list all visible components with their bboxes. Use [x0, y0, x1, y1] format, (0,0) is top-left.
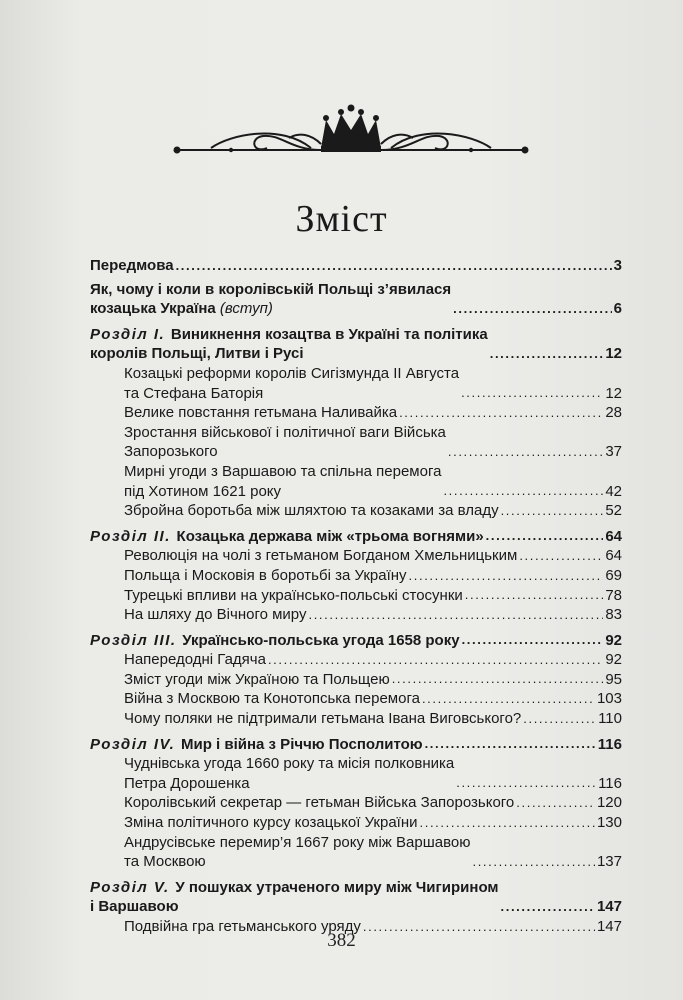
leader-dots — [501, 900, 595, 914]
toc-page-number: 42 — [605, 482, 622, 500]
toc-page-number: 116 — [597, 735, 622, 753]
toc-entry — [124, 709, 622, 729]
toc-entry-title: Розділ ІІІ. Українсько-польська угода 1658 року — [90, 631, 460, 649]
leader-dots — [420, 816, 595, 830]
toc-entry-title: Турецькі впливи на українсько-польські стосунки — [124, 586, 463, 604]
toc-entry — [124, 364, 622, 403]
toc-entry-title: Розділ ІІ. Козацька держава між «трьома вогнями» — [90, 527, 484, 545]
table-of-contents — [90, 256, 622, 937]
toc-page-number: 69 — [605, 566, 622, 584]
toc-page-number: 137 — [596, 853, 622, 871]
toc-entry-title: Зростання військової і політичної ваги Війська — [124, 423, 446, 441]
toc-entry-title: Збройна боротьба між шляхтою та козаками за владу — [124, 502, 499, 520]
leader-dots — [443, 484, 603, 498]
toc-page-number: 116 — [598, 774, 622, 792]
leader-dots — [516, 796, 595, 810]
toc-entry-title: Чуднівська угода 1660 року та місія полковника — [124, 755, 455, 773]
toc-entry-title: Велике повстання гетьмана Наливайка — [124, 404, 398, 422]
leader-dots — [523, 712, 596, 726]
leader-dots — [465, 588, 604, 602]
toc-entry-title: Революція на чолі з гетьманом Богданом Хмельницьким — [124, 547, 518, 565]
leader-dots — [486, 529, 604, 543]
leader-dots — [461, 386, 603, 400]
toc-page-number: 12 — [605, 384, 622, 402]
chapter-number: Розділ ІІІ. — [90, 631, 183, 649]
toc-page-number: 92 — [605, 631, 622, 649]
toc-entry — [124, 754, 622, 793]
toc-entry — [90, 735, 622, 755]
toc-page-number: 3 — [613, 257, 622, 274]
toc-page-number: 12 — [605, 345, 622, 363]
leader-dots — [409, 569, 604, 583]
toc-page-number: 78 — [605, 586, 622, 604]
toc-entry-title: козацька Україна (вступ) — [90, 300, 273, 318]
chapter-number: Розділ V. — [90, 878, 176, 896]
toc-entry-title: Запорозького — [124, 443, 218, 461]
toc-entry-title: Польща і Московія в боротьбі за Україну — [124, 566, 407, 584]
toc-entry — [124, 423, 622, 462]
toc-page-number: 6 — [613, 300, 622, 318]
page-number: 382 — [327, 930, 356, 951]
toc-entry-title: Подвійна гра гетьманського уряду — [124, 918, 361, 935]
leader-dots — [422, 692, 595, 706]
chapter-number: Розділ IV. — [90, 735, 181, 753]
toc-entry — [124, 605, 622, 625]
toc-page-number: 103 — [596, 690, 622, 708]
page-title: Зміст — [295, 198, 388, 240]
toc-entry-title: і Варшавою — [90, 898, 179, 916]
toc-entry — [124, 670, 622, 690]
toc-page-number: 28 — [605, 404, 622, 422]
leader-dots — [425, 737, 596, 751]
leader-dots — [501, 504, 604, 518]
toc-entry — [124, 813, 622, 833]
toc-page-number: 110 — [598, 710, 622, 728]
toc-page-number: 92 — [605, 651, 622, 669]
toc-entry-title: Зміна політичного курсу козацької України — [124, 814, 418, 832]
leader-dots — [490, 347, 604, 361]
toc-page-number: 83 — [605, 606, 622, 624]
leader-dots — [176, 259, 612, 273]
toc-entry-title: Напередодні Гадяча — [124, 651, 266, 669]
leader-dots — [308, 608, 603, 622]
toc-entry-title: Розділ IV. Мир і війна з Річчю Посполитою — [90, 735, 423, 753]
leader-dots — [462, 633, 604, 647]
toc-entry-title: Андрусівське перемир’я 1667 року між Варшавою — [124, 833, 471, 851]
toc-entry-title: та Москвою — [124, 853, 206, 871]
leader-dots — [519, 549, 603, 563]
toc-entry — [124, 650, 622, 670]
leader-dots — [456, 776, 596, 790]
toc-entry — [124, 833, 622, 872]
toc-entry-title: Передмова — [90, 257, 174, 274]
toc-entry-title: Петра Дорошенка — [124, 774, 250, 792]
toc-entry — [90, 280, 622, 319]
toc-entry-title: королів Польщі, Литви і Русі — [90, 345, 304, 363]
toc-page-number: 147 — [596, 898, 622, 916]
toc-page-number: 64 — [605, 527, 622, 545]
toc-entry-title: Чому поляки не підтримали гетьмана Івана Виговського? — [124, 710, 522, 728]
toc-entry-title: під Хотином 1621 року — [124, 482, 282, 500]
toc-page-number: 37 — [605, 443, 622, 461]
toc-entry — [124, 566, 622, 586]
leader-dots — [448, 445, 603, 459]
toc-page-number: 52 — [605, 502, 622, 520]
toc-page-number: 95 — [605, 670, 622, 688]
toc-entry — [124, 403, 622, 423]
toc-entry-title: Розділ І. Виникнення козацтва в Україні та політика — [90, 325, 488, 343]
toc-entry — [90, 631, 622, 651]
toc-page-number: 147 — [596, 918, 622, 935]
toc-entry-title: На шляху до Вічного миру — [124, 606, 307, 624]
chapter-number: Розділ ІІ. — [90, 527, 177, 545]
toc-entry-title: та Стефана Баторія — [124, 384, 264, 402]
toc-entry-title: Зміст угоди між Україною та Польщею — [124, 670, 390, 688]
toc-entry — [124, 793, 622, 813]
toc-entry — [124, 689, 622, 709]
leader-dots — [453, 302, 612, 316]
leader-dots — [472, 855, 595, 869]
leader-dots — [392, 672, 604, 686]
toc-entry-title: Розділ V. У пошуках утраченого миру між Чигирином — [90, 878, 499, 896]
toc-entry-suffix: (вступ) — [215, 300, 273, 318]
toc-entry-title: Мирні угоди з Варшавою та спільна перемога — [124, 462, 442, 480]
toc-entry — [124, 546, 622, 566]
toc-entry — [124, 586, 622, 606]
toc-page-number: 120 — [596, 794, 622, 812]
toc-entry-title: Королівський секретар — гетьман Війська Запорозького — [124, 794, 515, 812]
leader-dots — [268, 653, 603, 667]
toc-entry — [90, 256, 622, 276]
toc-page-number: 130 — [596, 814, 622, 832]
toc-entry-title: Війна з Москвою та Конотопська перемога — [124, 690, 420, 708]
toc-entry — [90, 527, 622, 547]
toc-entry — [124, 462, 622, 501]
toc-entry-title: Як, чому і коли в королівській Польщі з’явилася — [90, 280, 452, 298]
toc-entry-title: Козацькі реформи королів Сигізмунда II Августа — [124, 364, 460, 382]
leader-dots — [399, 406, 603, 420]
chapter-number: Розділ І. — [90, 325, 171, 343]
toc-entry — [90, 878, 622, 917]
toc-entry — [124, 501, 622, 521]
toc-entry — [90, 325, 622, 364]
toc-page-number: 64 — [605, 547, 622, 565]
crown-ornament-icon — [171, 104, 531, 160]
